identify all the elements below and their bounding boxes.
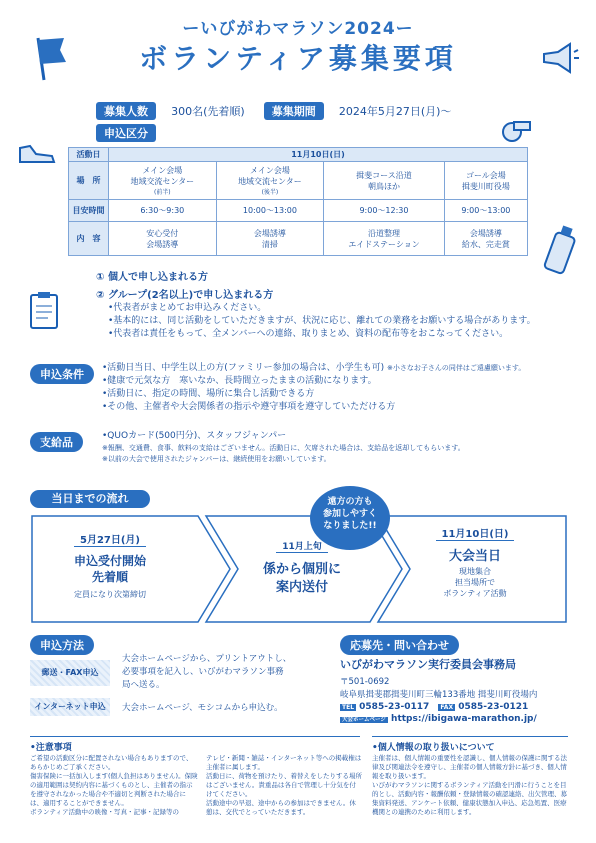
privacy-title: •個人情報の取り扱いについて: [372, 743, 495, 753]
step2-title: 係から個別に 案内送付: [262, 562, 341, 595]
fax-label: FAX: [440, 704, 454, 711]
content-cell: 安心受付 会場誘導: [109, 222, 217, 256]
step1-title: 申込受付開始 先着順: [73, 554, 146, 584]
row-label-content: 内 容: [69, 222, 109, 256]
condition-line: •その他、主催者や大会関係者の指示や遵守事項を遵守していただける方: [102, 402, 396, 412]
condition-line: •活動日当日、中学生以上の方(ファミリー参加の場合は、小学生も可) ※小さなお子さんの同伴はご遠慮願います。: [102, 363, 526, 373]
step2-date: 11月上旬: [276, 539, 328, 553]
supplies-note: ※以前の大会で使用されたジャンパーは、継続使用をお願いしています。: [102, 455, 331, 463]
tel-label: TEL: [342, 704, 355, 711]
conditions-heading: [30, 363, 94, 384]
flow-step-1: [40, 528, 180, 600]
bubble-text: 遠方の方も 参加しやすく なりました!!: [310, 486, 390, 550]
col-header: 活動日: [69, 148, 109, 162]
flow-heading: 当日までの流れ: [30, 490, 150, 508]
privacy-divider: [372, 736, 568, 737]
step3-sub: 現地集合 担当場所で ボランティア活動: [443, 567, 507, 598]
period-value: 2024年5月27日(月)～: [338, 105, 452, 118]
flow-step-3: [410, 522, 540, 599]
period-label: 募集期間: [264, 102, 324, 120]
web-label: 大会ホームページ: [342, 717, 386, 723]
contact-address: 岐阜県揖斐郡揖斐川町三輪133番地 揖斐川町役場内: [340, 690, 538, 700]
time-cell: 9:00～13:00: [444, 200, 527, 222]
net-label: インターネット申込: [30, 698, 110, 716]
place-cell: メイン会場 地域交流センター (後半): [216, 162, 324, 200]
group-notes: [108, 302, 578, 341]
page-title: ボランティア募集要項: [139, 42, 457, 75]
supplies-list: [102, 430, 582, 465]
group-note: •代表者がまとめてお申込みください。: [108, 303, 267, 313]
notes-col-1: ご希望の活動区分に配置されない場合もありますので、あらかじめご了承ください。 傷害保険に一括加入します(個人負担はありません)。保険の適用範囲は契約内容に基づくものとし、主催者の指示を遵守されなかった場合や不適切と判断された場合には、適用することができません。 ボランティア活動中の映像・写真・記事・記録等の: [30, 754, 198, 816]
content-cell: 沿道整理 エイドステーション: [324, 222, 445, 256]
contact-zip: 〒501-0692: [340, 677, 390, 687]
method-heading: [30, 634, 94, 655]
place-cell: ゴール会場 揖斐川町役場: [444, 162, 527, 200]
category-heading: [96, 122, 156, 142]
supplies-heading: [30, 431, 83, 452]
whistle-icon: [500, 116, 532, 144]
water-bottle-icon: [540, 222, 580, 276]
supplies-label: 支給品: [30, 432, 83, 452]
web-link[interactable]: https://ibigawa-marathon.jp/: [391, 714, 537, 724]
content-cell: 会場誘導 給水、完走賞: [444, 222, 527, 256]
step1-sub: 定員になり次第締切: [74, 590, 146, 599]
bubble: [310, 478, 390, 542]
count-value: 300名(先着順): [171, 105, 245, 118]
apply-type-2: ② グループ(2名以上)で申し込まれる方: [96, 290, 274, 301]
tel-value: 0585-23-0117: [359, 702, 430, 712]
group-note: •代表者は責任をもって、全メンバーへの連絡、取りまとめ、資料の配布等をおこなってください。: [108, 329, 509, 339]
condition-line: •活動日に、指定の時間、場所に集合し活動できる方: [102, 389, 315, 399]
row-label-place: 場 所: [69, 162, 109, 200]
privacy-text: 主催者は、個人情報の重要性を認識し、個人情報の保護に関する法律及び関連法令を遵守し、主催者の個人情報方針に基づき、個人情報を取り扱います。 いびがわマラソンに関するボランティア活動を円滑に行うことを目的とし、活動内容・報酬依頼・登録情報の確認連絡、出欠管理、募集資料発送、アンケート依頼、健康状態加入申込、応急処置、医療機関との連携のために利用します。: [372, 754, 567, 816]
date-header: 11月10日(日): [109, 148, 528, 162]
place-cell: メイン会場 地域交流センター (前半): [109, 162, 217, 200]
step3-title: 大会当日: [448, 549, 501, 564]
clipboard-icon: [28, 290, 60, 330]
recruit-info: [96, 100, 451, 120]
net-text: 大会ホームページ、モシコムから申込む。: [122, 703, 283, 713]
category-label: 申込区分: [96, 124, 156, 142]
time-cell: 9:00～12:30: [324, 200, 445, 222]
schedule-table: [68, 147, 528, 256]
conditions-list: [102, 362, 582, 414]
time-cell: 10:00～13:00: [216, 200, 324, 222]
step1-date: 5月27日(月): [74, 531, 146, 547]
notes-title: •注意事項: [30, 743, 72, 753]
subtitle: ーいびがわマラソン2024ー: [182, 19, 414, 39]
row-label-time: 目安時間: [69, 200, 109, 222]
notes-col-2: テレビ・新聞・雑誌・インターネット等への掲載権は主催者に属します。 活動日に、荷物を預けたり、着替えをしたりする場所はございません。貴重品は各自で管理し十分気を付けてください。 活動途中の早退、途中からの参加はできません。休憩は、交代でとっていただきます。: [206, 754, 362, 816]
notes-divider: [30, 736, 360, 737]
contact-block: [340, 656, 590, 724]
shoe-icon: [16, 142, 56, 168]
contact-web: [340, 714, 590, 724]
content-cell: 会場誘導 清掃: [216, 222, 324, 256]
mail-text: 大会ホームページから、プリントアウトし、 必要事項を記入し、いびがわマラソン事務 局へ送る。: [122, 654, 292, 690]
step3-date: 11月10日(日): [436, 525, 515, 541]
place-cell: 揖斐コース沿道 朝鳥ほか: [324, 162, 445, 200]
mail-label: 郵送・FAX申込: [30, 660, 110, 686]
fax-value: 0585-23-0121: [458, 702, 529, 712]
contact-label: 応募先・問い合わせ: [340, 635, 459, 655]
group-note: •基本的には、同じ活動をしていただきますが、状況に応じ、離れての業務をお願いする場合があります。: [108, 316, 536, 326]
contact-heading: [340, 634, 459, 655]
condition-line: •健康で元気な方 寒いなか、長時間立ったままの活動になります。: [102, 376, 377, 386]
conditions-label: 申込条件: [30, 364, 94, 384]
method-label: 申込方法: [30, 635, 94, 655]
count-label: 募集人数: [96, 102, 156, 120]
time-cell: 6:30～9:30: [109, 200, 217, 222]
apply-type-1: ① 個人で申し込まれる方: [96, 272, 208, 283]
contact-phone: [340, 702, 590, 712]
contact-org: いびがわマラソン実行委員会事務局: [340, 658, 516, 671]
supplies-main: •QUOカード(500円分)、スタッフジャンパー: [102, 431, 287, 441]
supplies-note: ※報酬、交通費、食事、飲料の支給はございません。活動日に、欠席された場合は、支給品を返却してもらいます。: [102, 444, 465, 452]
